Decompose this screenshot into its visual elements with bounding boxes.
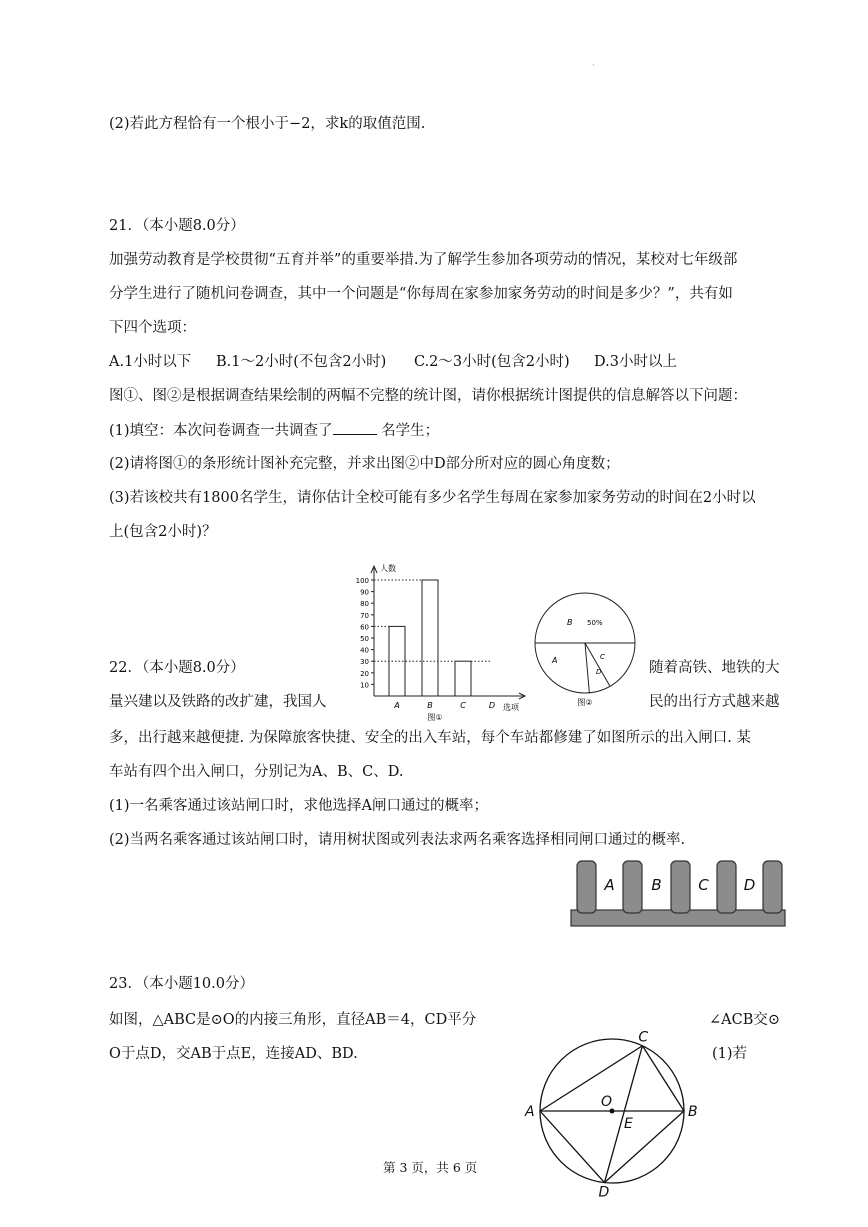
y-tick-label: 50 xyxy=(360,635,369,643)
x-tick-label: A xyxy=(394,701,400,710)
pie-slice-label-d: D xyxy=(596,668,602,676)
q22-subquestion-2: (2)当两名乘客通过该站闸口时，请用树状图或列表法求两名乘客选择相同闸口通过的概率. xyxy=(109,832,686,848)
gate-illustration xyxy=(568,858,790,932)
x-axis-label: 选项 xyxy=(503,703,519,712)
page-footer: 第 3 页，共 6 页 xyxy=(383,1160,478,1175)
gate-post xyxy=(623,861,642,913)
q21-subquestion-1 xyxy=(109,420,439,441)
bar-chart-figure-1 xyxy=(340,560,535,725)
y-tick-label: 10 xyxy=(360,681,369,690)
pie-caption: 图② xyxy=(577,698,593,707)
q21-option-c: C.2～3小时(包含2小时) xyxy=(414,354,570,370)
y-tick-label: 60 xyxy=(360,623,369,632)
point-label-c: C xyxy=(638,1029,649,1046)
q21-subquestion-3b: 上(包含2小时)？ xyxy=(109,524,217,540)
q23-line1-end: ∠ACB交⊙ xyxy=(709,1012,781,1028)
q21-header: 21．（本小题8.0分） xyxy=(109,218,245,234)
point-label-e: E xyxy=(624,1116,633,1132)
y-tick-label: 70 xyxy=(360,611,369,620)
circle-geometry-figure xyxy=(515,1025,715,1227)
q21-option-b: B.1～2小时(不包含2小时) xyxy=(216,354,387,370)
pie-chart-figure-2 xyxy=(530,590,645,725)
gate-label-A: A xyxy=(604,876,615,894)
y-tick-label: 20 xyxy=(360,669,369,678)
q22-paragraph-3: 多，出行越来越便捷. 为保障旅客快捷、安全的出入车站，每个车站都修建了如图所示的出入闸口. 某 xyxy=(109,730,751,746)
q22-subquestion-1: (1)一名乘客通过该站闸口时，求他选择A闸口通过的概率； xyxy=(109,798,489,814)
x-tick-label: B xyxy=(427,701,433,710)
pie-slice-label-b: B xyxy=(567,618,573,627)
pie-slice-value-b: 50% xyxy=(587,619,603,627)
gate-post xyxy=(577,861,596,913)
q23-paragraph-2: O于点D，交AB于点E，连接AD、BD. xyxy=(109,1046,358,1062)
gate-label-C: C xyxy=(698,876,709,894)
gate-label-D: D xyxy=(743,876,756,894)
q21-option-a: A.1小时以下 xyxy=(109,354,192,370)
y-tick-label: 100 xyxy=(355,577,369,585)
bar-C xyxy=(455,661,471,696)
q22-header: 22．（本小题8.0分） xyxy=(109,660,245,676)
x-tick-label: C xyxy=(460,701,466,710)
y-axis-label: 人数 xyxy=(380,564,396,573)
q23-paragraph-1: 如图，△ABC是⊙O的内接三角形，直径AB＝4，CD平分 xyxy=(109,1012,477,1028)
pie-slice-label-a: A xyxy=(552,656,558,665)
q21-subquestion-3a: (3)若该校共有1800名学生，请你估计全校可能有多少名学生每周在家参加家务劳动的时间在2小时以 xyxy=(109,490,756,506)
x-tick-label: D xyxy=(488,701,496,710)
answer-blank xyxy=(333,420,377,435)
y-tick-label: 80 xyxy=(360,600,369,609)
q21-sub1-text: (1)填空：本次问卷调查一共调查了 xyxy=(109,423,333,439)
gate-post xyxy=(763,861,782,913)
q23-header: 23．（本小题10.0分） xyxy=(109,976,254,992)
segment-bd xyxy=(604,1111,684,1183)
gate-label-B: B xyxy=(651,876,662,894)
q21-paragraph-1: 加强劳动教育是学校贯彻“五育并举”的重要举措.为了解学生参加各项劳动的情况，某校对七年级部 xyxy=(109,252,738,268)
q22-paragraph-4: 车站有四个出入闸口，分别记为A、B、C、D. xyxy=(109,764,404,780)
point-label-o: O xyxy=(601,1094,613,1110)
q21-paragraph-3: 下四个选项： xyxy=(109,320,196,336)
top-mark: · xyxy=(592,61,595,71)
q21-sub1-tail: 名学生； xyxy=(381,423,440,439)
q20-part2: (2)若此方程恰有一个根小于−2，求k的取值范围. xyxy=(109,116,426,132)
q22-line2-end: 民的出行方式越来越 xyxy=(649,694,780,710)
gate-post xyxy=(717,861,736,913)
point-label-a: A xyxy=(525,1104,535,1120)
q21-subquestion-2: (2)请将图①的条形统计图补充完整，并求出图②中D部分所对应的圆心角度数； xyxy=(109,456,620,472)
bar-B xyxy=(422,580,438,696)
q21-paragraph-4: 图①、图②是根据调查结果绘制的两幅不完整的统计图，请你根据统计图提供的信息解答以下问题： xyxy=(109,388,747,404)
segment-bc xyxy=(642,1046,684,1111)
pie-slice-label-c: C xyxy=(600,653,605,661)
q22-line2-start: 量兴建以及铁路的改扩建，我国人 xyxy=(109,694,327,710)
point-label-d: D xyxy=(598,1184,610,1201)
y-tick-label: 40 xyxy=(360,646,369,655)
q23-line2-end: (1)若 xyxy=(712,1046,748,1062)
gate-post xyxy=(671,861,690,913)
y-tick-label: 30 xyxy=(360,658,369,667)
q21-paragraph-2: 分学生进行了随机问卷调查，其中一个问题是“你每周在家参加家务劳动的时间是多少？”，共有如 xyxy=(109,286,733,302)
point-label-b: B xyxy=(688,1104,698,1120)
q22-line1-end: 随着高铁、地铁的大 xyxy=(649,660,780,676)
y-tick-label: 90 xyxy=(360,588,369,597)
q21-option-d: D.3小时以上 xyxy=(594,354,677,370)
chart-caption: 图① xyxy=(427,713,443,722)
